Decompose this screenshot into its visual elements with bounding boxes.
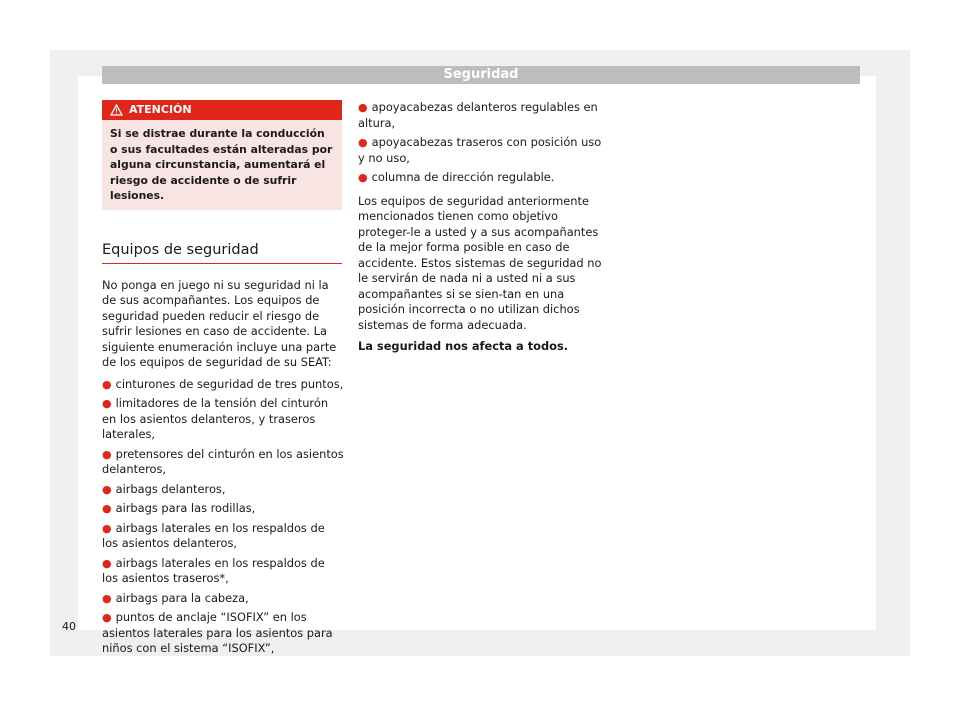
warning-label: ATENCIÓN xyxy=(129,103,192,116)
list-item: ● pretensores del cinturón en los asientos delanteros, xyxy=(102,446,344,476)
list-item: ● apoyacabezas traseros con posición uso y no uso, xyxy=(358,135,602,165)
bullet-icon: ● xyxy=(102,447,112,461)
equipment-list-left xyxy=(102,377,344,657)
bullet-icon: ● xyxy=(102,502,112,515)
bullet-icon: ● xyxy=(102,397,112,410)
bullet-icon: ● xyxy=(358,101,368,114)
page-number: 40 xyxy=(62,620,76,633)
bullet-icon: ● xyxy=(102,521,112,535)
list-item: ● airbags laterales en los respaldos de los asientos traseros*, xyxy=(102,555,325,585)
warning-header xyxy=(102,100,342,120)
bullet-icon: ● xyxy=(102,377,112,391)
bullet-icon: ● xyxy=(358,171,368,184)
bullet-icon: ● xyxy=(358,136,368,149)
bullet-icon: ● xyxy=(102,556,112,570)
list-item: ● columna de dirección regulable. xyxy=(358,170,555,184)
list-item: ● airbags laterales en los respaldos de los asientos delanteros, xyxy=(102,520,325,550)
list-item: ● limitadores de la tensión del cinturón en los asientos delanteros, y traseros laterales, xyxy=(102,396,329,441)
warning-box xyxy=(102,100,342,210)
emphasis-text: La seguridad nos afecta a todos. xyxy=(358,339,569,353)
closing-paragraph: Los equipos de seguridad anteriormente mencionados tienen como objetivo proteger-le a usted y a sus acompañantes de la mejor forma posible en caso de accidente. Estos sistemas de seguridad no le servirán de nada ni a usted ni a sus acompañantes si se sien-tan en una posición incorrecta o no utilizan dichos sistemas de forma adecuada. xyxy=(358,193,602,332)
section-header: Seguridad xyxy=(102,66,860,84)
bullet-icon: ● xyxy=(102,482,112,496)
bullet-icon: ● xyxy=(102,611,112,624)
section-title: Equipos de seguridad xyxy=(102,242,342,264)
bullet-icon: ● xyxy=(102,591,112,605)
list-item: ● airbags delanteros, xyxy=(102,481,226,496)
left-column xyxy=(102,100,344,661)
list-item: ● apoyacabezas delanteros regulables en altura, xyxy=(358,100,598,130)
warning-triangle-icon xyxy=(110,104,123,116)
intro-paragraph: No ponga en juego ni su seguridad ni la de sus acompañantes. Los equipos de seguridad pueden reducir el riesgo de sufrir lesiones en caso de accidente. La siguiente enumeración incluye una parte de los equipos de seguridad de su SEAT: xyxy=(102,277,337,369)
list-item: ● cinturones de seguridad de tres puntos, xyxy=(102,376,344,391)
equipment-list-right xyxy=(358,100,608,186)
list-item: ● airbags para las rodillas, xyxy=(102,501,256,515)
list-item: ● airbags para la cabeza, xyxy=(102,590,249,605)
list-item: ● puntos de anclaje “ISOFIX” en los asientos laterales para los asientos para niños con el sistema “ISOFIX”, xyxy=(102,610,333,655)
middle-column xyxy=(358,100,608,355)
warning-text: Si se distrae durante la conducción o sus facultades están alteradas por alguna circunstancia, aumentará el riesgo de accidente o de sufrir lesiones. xyxy=(110,127,333,202)
